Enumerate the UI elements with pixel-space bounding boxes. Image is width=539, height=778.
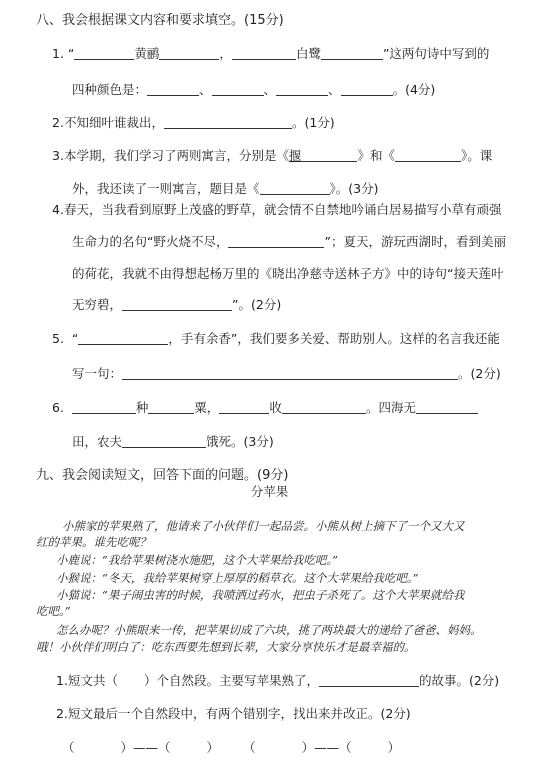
blank[interactable] [148,400,194,414]
blank[interactable] [416,400,478,414]
question-8-4-line2: 生命力的名句“野火烧不尽， ”；夏天，游玩西湖时，看到美丽 [72,234,506,249]
blank[interactable] [395,148,461,162]
question-8-6: 6. 种 粟， 收 。四海无 [52,398,539,416]
blank[interactable] [72,400,136,414]
blank[interactable] [74,46,134,60]
blank[interactable] [301,148,357,162]
blank[interactable] [232,46,296,60]
blank[interactable] [219,400,269,414]
blank[interactable] [321,46,383,60]
question-8-1: 1. “ 黄鹂 ， 白鹭 ”这两句诗中写到的 [52,46,490,61]
blank[interactable] [122,366,458,380]
blank[interactable] [282,400,366,414]
story-line: 小熊家的苹果熟了，他请来了小伙伴们一起品尝。小熊从树上摘下了一个又大又 [62,519,465,533]
question-9-2: 2.短文最后一个自然段中，有两个错别字，找出来并改正。(2分) [56,706,411,721]
blank[interactable] [164,115,292,129]
section-9-heading: 九、我会阅读短文，回答下面的问题。(9分) [36,468,289,483]
question-8-3: 3.本学期，我们学习了两则寓言，分别是《揠 》和《 》。课 [52,148,493,163]
story-line: 小鹿说：“我给苹果树浇水施肥，这个大苹果给我吃吧。” [56,553,339,567]
blank[interactable] [159,46,219,60]
blank[interactable] [341,82,393,96]
question-8-3-line2: 外，我还读了一则寓言，题目是《 》。(3分) [72,181,379,196]
blank[interactable] [122,297,232,311]
question-8-6-line2: 田，农夫 饿死。(3分) [72,434,274,449]
blank[interactable] [147,82,199,96]
story-line: 吃吧。” [36,604,71,618]
blank[interactable] [212,82,264,96]
question-8-4-line4: 无穷碧， ”。(2分) [72,297,282,312]
blank[interactable] [122,434,206,448]
question-8-1-line2: 四种颜色是： 、 、 、 。(4分) [72,82,436,97]
blank[interactable] [319,673,419,687]
blank[interactable] [260,181,330,195]
answer-row: （ ）——（ ） （ ）——（ ） [62,740,401,755]
story-line: 哦！小伙伴们明白了：吃东西要先想到长辈，大家分享快乐才是最幸福的。 [36,640,416,654]
story-line: 红的苹果。谁先吃呢？ [36,535,151,549]
question-8-5-line2: 写一句： 。(2分) [72,366,501,381]
blank[interactable] [228,234,324,248]
story-line: 小猴说：“冬天，我给苹果树穿上厚厚的稻草衣。这个大苹果给我吃吧。” [56,571,419,585]
question-8-4-line3: 的荷花，我就不由得想起杨万里的《晓出净慈寺送林子方》中的诗句“接天莲叶 [72,266,504,281]
story-line: 小猫说：“果子闹虫害的时候，我喷洒过药水，把虫子杀死了。这个大苹果就给我 [56,588,465,602]
question-8-2: 2.不知细叶谁裁出， 。(1分) [52,115,335,130]
section-8-heading: 八、我会根据课文内容和要求填空。(15分) [36,13,284,28]
story-line: 怎么办呢？小熊眼来一传，把苹果切成了六块，挑了两块最大的递给了爸爸、妈妈。 [56,623,482,637]
question-8-4: 4.春天，当我看到原野上茂盛的野草，就会情不自禁地吟诵白居易描写小草有顽强 [52,202,502,217]
blank[interactable] [276,82,328,96]
question-8-5: 5. “ ，手有余香”，我们要多关爱、帮助别人。这样的名言我还能 [52,331,500,346]
story-title: 分苹果 [250,484,289,499]
question-9-1: 1.短文共（ ）个自然段。主要写苹果熟了， 的故事。(2分) [56,673,500,688]
blank[interactable] [78,331,168,345]
